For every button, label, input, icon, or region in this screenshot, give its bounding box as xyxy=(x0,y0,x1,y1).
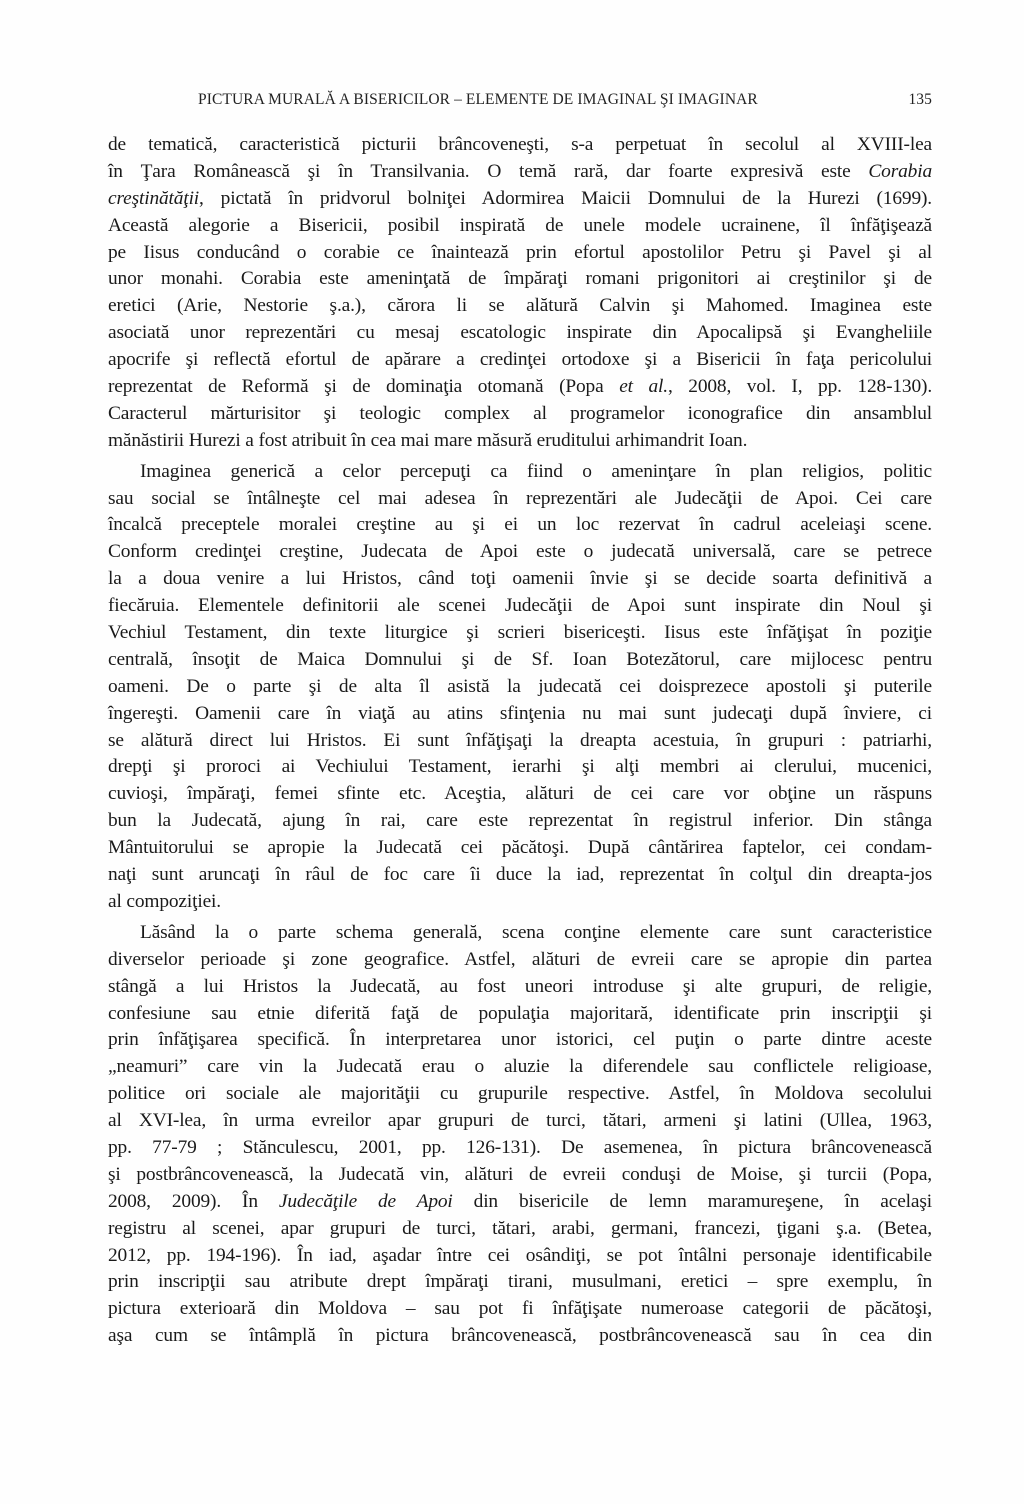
text-line xyxy=(108,240,932,267)
text-line xyxy=(108,266,932,293)
text-run: pictura exterioară din Moldova – sau pot fi înfăţişate numeroase categorii de păcătoşi, xyxy=(108,1298,932,1320)
text-line xyxy=(108,459,932,486)
text-run: încalcă preceptele moralei creştine au şi ei un loc rezervat în cadrul aceleiaşi scene. xyxy=(108,514,932,536)
text-line xyxy=(108,1269,932,1296)
text-run: 2012, pp. 194-196). În iad, aşadar între cei osândiţi, se pot întâlni personaje identificabile xyxy=(108,1244,932,1266)
text-line xyxy=(108,186,932,213)
text-line xyxy=(108,701,932,728)
text-run: oameni. De o parte şi de alta îl asistă la judecată cei doisprezece apostoli şi puterile xyxy=(108,675,932,697)
text-line xyxy=(108,1081,932,1108)
text-run: pp. 77-79 ; Stănculescu, 2001, pp. 126-131). De asemenea, în pictura brâncovenească xyxy=(108,1136,932,1158)
text-run: Caracterul mărturisitor şi teologic complex al programelor iconografice din ansamblul xyxy=(108,402,932,424)
text-line xyxy=(108,781,932,808)
text-line xyxy=(108,159,932,186)
text-line xyxy=(108,754,932,781)
body-text xyxy=(108,132,932,1350)
text-run: din bisericile de lemn maramureşene, în acelaşi xyxy=(452,1190,933,1212)
italic-text: Judecăţile de Apoi xyxy=(278,1190,453,1212)
text-run: Vechiul Testament, din texte liturgice şi scrieri bisericeşti. Iisus este înfăţişat în poziţie xyxy=(108,622,932,644)
paragraph xyxy=(108,459,932,916)
text-line xyxy=(108,889,932,916)
text-line xyxy=(108,1323,932,1350)
text-run: mănăstirii Hurezi a fost atribuit în cea mai mare măsură eruditului arhimandrit Ioan. xyxy=(108,429,748,451)
text-run: 2008, 2009). În xyxy=(108,1190,279,1212)
text-run: la a doua venire a lui Hristos, când toţi oamenii învie şi se decide soarta definitivă a xyxy=(108,568,932,590)
text-run: cuvioşi, împăraţi, femei sfinte etc. Aceştia, alături de cei care vor obţine un răspuns xyxy=(108,783,932,805)
text-run: registru al scenei, apar grupuri de turci, tătari, arabi, germani, francezi, ţigani ş.a. (Betea, xyxy=(108,1217,932,1239)
text-run: prin inscripţii sau atribute drept împăraţi tirani, musulmani, eretici – spre exemplu, în xyxy=(108,1271,932,1293)
text-line xyxy=(108,1243,932,1270)
text-run: diverselor perioade şi zone geografice. Astfel, alături de evreii care se apropie din partea xyxy=(108,948,932,970)
text-run: reprezentat de Reformă şi de dominaţia otomană (Popa xyxy=(108,376,620,398)
text-run: Această alegorie a Bisericii, posibil inspirată de unele modele ucrainene, îl înfăţişează xyxy=(108,214,932,236)
text-line xyxy=(108,974,932,1001)
text-line xyxy=(108,566,932,593)
text-run: centrală, însoţit de Maica Domnului şi de Sf. Ioan Botezătorul, care mijlocesc pentru xyxy=(108,648,932,670)
running-header xyxy=(108,91,932,113)
text-line xyxy=(108,862,932,889)
text-run: , 2008, vol. I, pp. 128-130). xyxy=(667,376,933,398)
text-line xyxy=(108,401,932,428)
text-line xyxy=(108,486,932,513)
text-run: şi postbrâncovenească, la Judecată vin, alături de evreii conduşi de Moise, şi turcii (Popa, xyxy=(108,1163,932,1185)
text-run: eretici (Arie, Nestorie ş.a.), cărora li se alătură Calvin şi Mahomed. Imaginea este xyxy=(108,295,932,317)
text-line xyxy=(108,428,932,455)
text-line xyxy=(108,1027,932,1054)
text-line xyxy=(108,539,932,566)
italic-text: et al. xyxy=(619,376,668,398)
text-line xyxy=(108,1135,932,1162)
text-line xyxy=(108,674,932,701)
running-title: PICTURA MURALĂ A BISERICILOR – ELEMENTE DE IMAGINAL ŞI IMAGINAR xyxy=(198,91,758,108)
text-line xyxy=(108,620,932,647)
text-line xyxy=(108,320,932,347)
text-line xyxy=(108,1296,932,1323)
text-line xyxy=(108,593,932,620)
page-number: 135 xyxy=(908,91,932,108)
text-line xyxy=(108,347,932,374)
text-run: bun la Judecată, ajung în rai, care este reprezentat în registrul inferior. Din stânga xyxy=(108,810,932,832)
text-run: Mântuitorului se apropie la Judecată cei păcătoşi. După cântărirea faptelor, cei condam- xyxy=(108,837,932,859)
text-run: în Ţara Românească şi în Transilvania. O temă rară, dar foarte expresivă este xyxy=(108,160,869,182)
text-run: politice ori sociale ale majorităţii cu grupurile respective. Astfel, în Moldova secolului xyxy=(108,1083,932,1105)
text-run: Conform credinţei creştine, Judecata de Apoi este o judecată universală, care se petrece xyxy=(108,541,932,563)
text-run: aşa cum se întâmplă în pictura brâncovenească, postbrâncovenească sau în cea din xyxy=(108,1325,932,1347)
text-run: stângă a lui Hristos la Judecată, au fost uneori introduse şi alte grupuri, de religie, xyxy=(108,975,932,997)
text-line xyxy=(108,213,932,240)
text-run: de tematică, caracteristică picturii brâncoveneşti, s-a perpetuat în secolul al XVIII-lea xyxy=(108,134,932,155)
text-run: asociată unor reprezentări cu mesaj escatologic inspirate din Apocalipsă şi Evangheliile xyxy=(108,322,932,344)
text-line xyxy=(108,1001,932,1028)
text-line xyxy=(108,132,932,159)
text-run: prin înfăţişarea specifică. În interpretarea unor istorici, cel puţin o parte dintre aceste xyxy=(108,1029,932,1051)
text-line xyxy=(108,835,932,862)
text-run: naţi sunt aruncaţi în râul de foc care îi duce la iad, reprezentat în colţul din dreapta-jos xyxy=(108,864,932,886)
text-line xyxy=(108,920,932,947)
text-run: drepţi şi proroci ai Vechiului Testament, ierarhi şi alţi membri ai clerului, mucenici, xyxy=(108,756,932,778)
text-run: se alătură direct lui Hristos. Ei sunt înfăţişaţi la dreapta acestuia, în grupuri : patriarhi, xyxy=(108,729,932,751)
text-run: unor monahi. Corabia este ameninţată de împăraţi romani prigonitori ai creştinilor şi de xyxy=(108,268,932,290)
text-line xyxy=(108,728,932,755)
text-line xyxy=(108,293,932,320)
text-run: „neamuri” care vin la Judecată erau o aluzie la diferendele sau conflictele religioase, xyxy=(108,1056,932,1078)
text-line xyxy=(108,647,932,674)
text-run: al compoziţiei. xyxy=(108,890,221,912)
text-run: pe Iisus conducând o corabie ce înaintează prin efortul apostolilor Petru şi Pavel şi al xyxy=(108,241,932,263)
text-line xyxy=(108,1216,932,1243)
text-run: Lăsând la o parte schema generală, scena conţine elemente care sunt caracteristice xyxy=(140,921,932,943)
text-line xyxy=(108,808,932,835)
text-line xyxy=(108,374,932,401)
text-run: îngereşti. Oamenii care în viaţă au atins sfinţenia nu mai sunt judecaţi după înviere, ci xyxy=(108,702,932,724)
text-run: confesiune sau etnie diferită faţă de populaţia majoritară, identificate prin inscripţii şi xyxy=(108,1002,932,1024)
text-run: sau social se întâlneşte cel mai adesea în reprezentări ale Judecăţii de Apoi. Cei care xyxy=(108,487,932,509)
text-line xyxy=(108,512,932,539)
text-run: Imaginea generică a celor percepuţi ca fiind o ameninţare în plan religios, politic xyxy=(140,460,932,482)
text-line xyxy=(108,1108,932,1135)
text-run: , pictată în pridvorul bolniţei Adormirea Maicii Domnului de la Hurezi (1699). xyxy=(199,187,932,209)
text-run: fiecăruia. Elementele definitorii ale scenei Judecăţii de Apoi sunt inspirate din Noul şi xyxy=(108,595,932,617)
text-line xyxy=(108,1162,932,1189)
italic-text: Corabia xyxy=(868,160,932,182)
text-run: al XVI-lea, în urma evreilor apar grupuri de turci, tătari, armeni şi latini (Ullea, 1963, xyxy=(108,1110,932,1132)
paragraph xyxy=(108,132,932,455)
text-run: apocrife şi reflectă efortul de apărare a credinţei ortodoxe şi a Bisericii în faţa pericolului xyxy=(108,349,932,371)
text-line xyxy=(108,1189,932,1216)
text-line xyxy=(108,1054,932,1081)
paragraph xyxy=(108,920,932,1350)
text-line xyxy=(108,947,932,974)
italic-text: creştinătăţii xyxy=(108,187,200,209)
